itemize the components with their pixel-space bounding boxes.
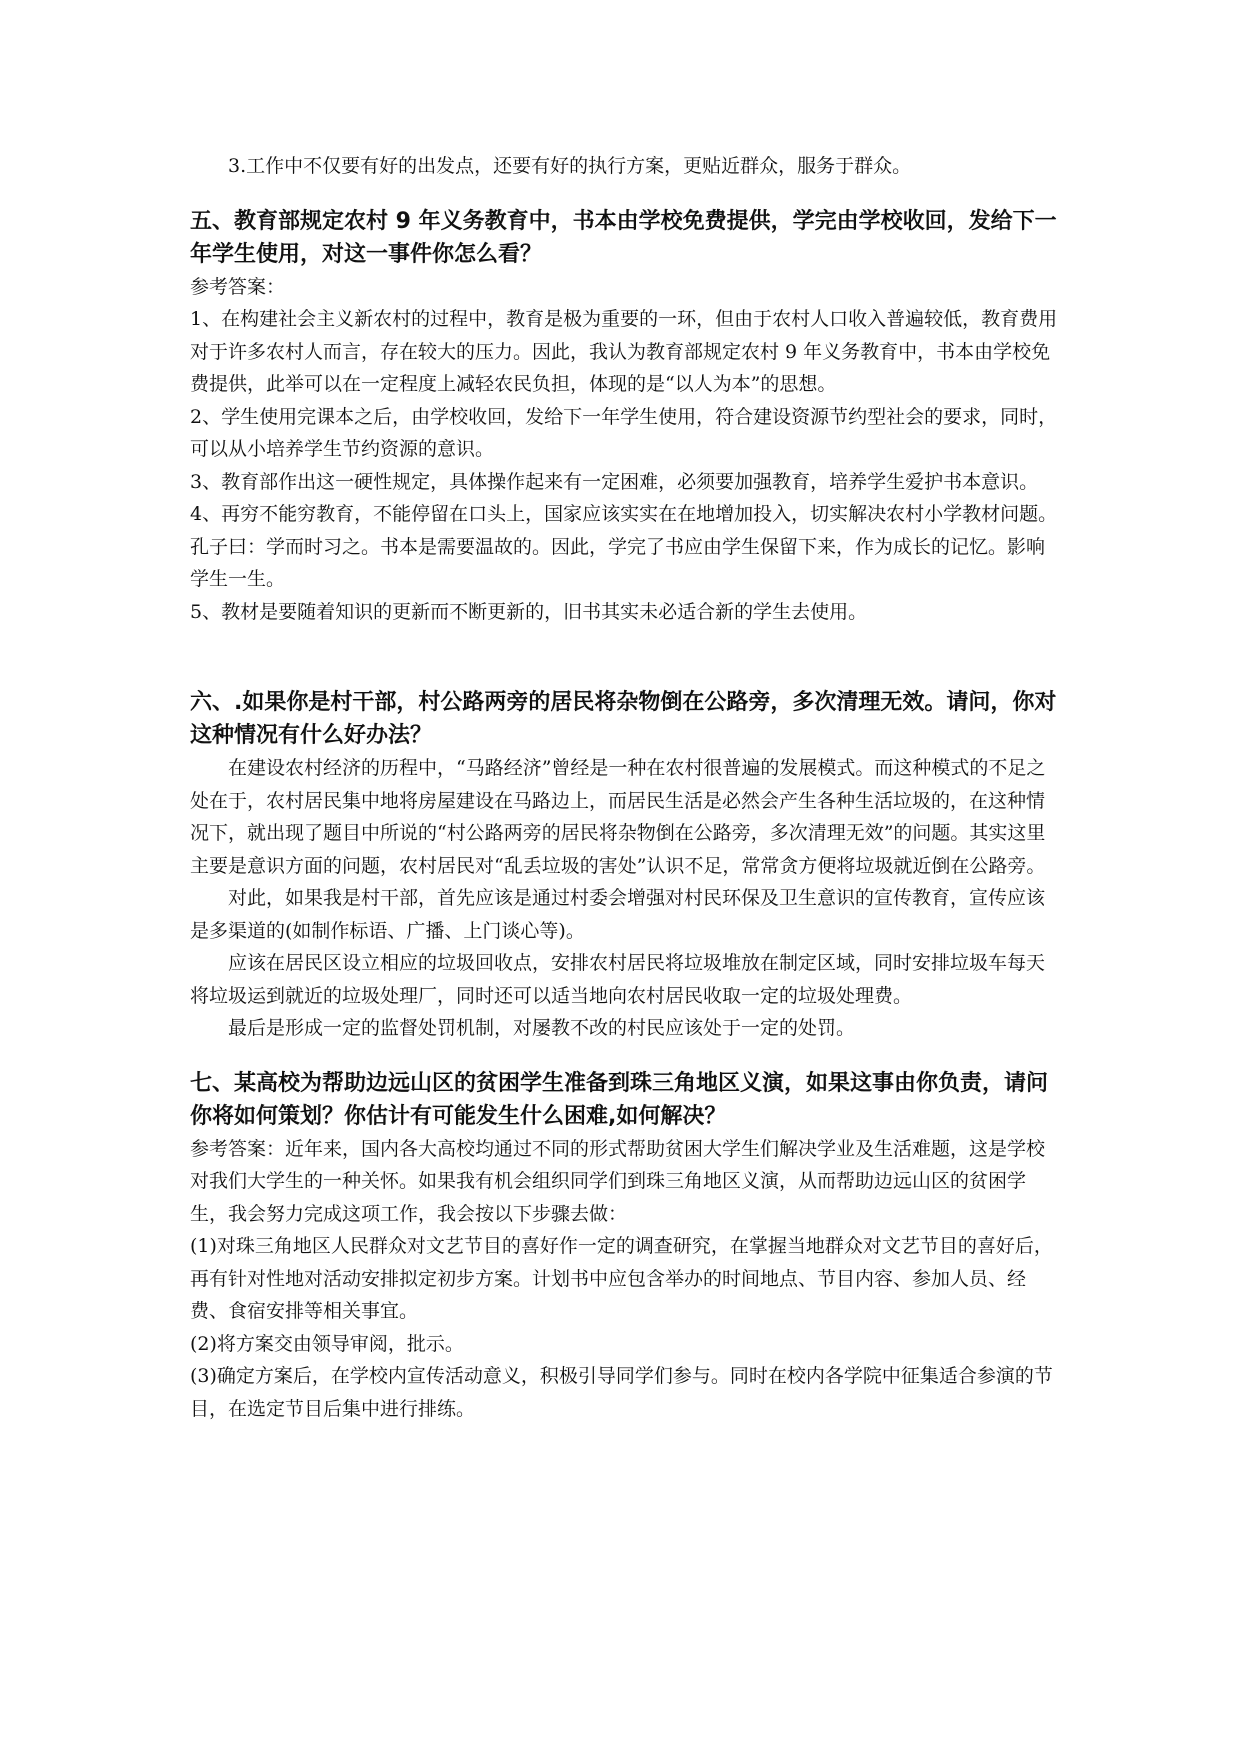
section-5-item: 3、教育部作出这一硬性规定，具体操作起来有一定困难，必须要加强教育，培养学生爱护书本意识。 [190, 470, 1039, 493]
section-7 [190, 1067, 1062, 1426]
section-5-heading: 五、教育部规定农村 9 年义务教育中，书本由学校免费提供，学完由学校收回，发给下一年学生使用，对这一事件你怎么看？ [190, 208, 1057, 267]
section-5-answer-label: 参考答案： [190, 275, 286, 298]
section-5 [190, 205, 1062, 629]
intro-line: 3.工作中不仅要有好的出发点，还要有好的执行方案，更贴近群众，服务于群众。 [228, 155, 912, 177]
section-5-item: 5、教材是要随着知识的更新而不断更新的，旧书其实未必适合新的学生去使用。 [190, 600, 868, 623]
section-6-paragraph: 最后是形成一定的监督处罚机制，对屡教不改的村民应该处于一定的处罚。 [228, 1017, 856, 1039]
section-6-paragraph: 在建设农村经济的历程中，“马路经济”曾经是一种在农村很普遍的发展模式。而这种模式的不足之处在于，农村居民集中地将房屋建设在马路边上，而居民生活是必然会产生各种生活垃圾的，在这种情况下，就出现了题目中所说的“村公路两旁的居民将杂物倒在公路旁，多次清理无效”的问题。其实这里主要是意识方面的问题，农村居民对“乱丢垃圾的害处”认识不足，常常贪方便将垃圾就近倒在公路旁。 [190, 757, 1046, 877]
section-7-intro: 参考答案：近年来，国内各大高校均通过不同的形式帮助贫困大学生们解决学业及生活难题，这是学校对我们大学生的一种关怀。如果我有机会组织同学们到珠三角地区义演，从而帮助边远山区的贫困学生，我会努力完成这项工作，我会按以下步骤去做： [190, 1137, 1046, 1225]
section-6-paragraph: 对此，如果我是村干部，首先应该是通过村委会增强对村民环保及卫生意识的宣传教育，宣传应该是多渠道的(如制作标语、广播、上门谈心等)。 [190, 887, 1046, 942]
section-7-item: (3)确定方案后，在学校内宣传活动意义，积极引导同学们参与。同时在校内各学院中征集适合参演的节目，在选定节目后集中进行排练。 [190, 1365, 1053, 1420]
section-5-item: 2、学生使用完课本之后，由学校收回，发给下一年学生使用，符合建设资源节约型社会的要求，同时，可以从小培养学生节约资源的意识。 [190, 405, 1058, 460]
section-7-heading: 七、某高校为帮助边远山区的贫困学生准备到珠三角地区义演，如果这事由你负责，请问你将如何策划？你估计有可能发生什么困难,如何解决？ [190, 1070, 1049, 1129]
section-7-item: (2)将方案交由领导审阅，批示。 [190, 1332, 464, 1355]
section-5-item: 4、再穷不能穷教育，不能停留在口头上，国家应该实实在在地增加投入，切实解决农村小学教材问题。孔子曰：学而时习之。书本是需要温故的。因此，学完了书应由学生保留下来，作为成长的记忆。影响学生一生。 [190, 503, 1058, 590]
section-7-item: (1)对珠三角地区人民群众对文艺节目的喜好作一定的调查研究，在掌握当地群众对文艺节目的喜好后，再有针对性地对活动安排拟定初步方案。计划书中应包含举办的时间地点、节目内容、参加人员、经费、食宿安排等相关事宜。 [190, 1235, 1053, 1322]
section-6 [190, 686, 1062, 1045]
section-6-paragraph: 应该在居民区设立相应的垃圾回收点，安排农村居民将垃圾堆放在制定区域，同时安排垃圾车每天将垃圾运到就近的垃圾处理厂，同时还可以适当地向农村居民收取一定的垃圾处理费。 [190, 952, 1046, 1007]
section-5-item: 1、在构建社会主义新农村的过程中，教育是极为重要的一环，但由于农村人口收入普遍较低，教育费用对于许多农村人而言，存在较大的压力。因此，我认为教育部规定农村 9 年义务教育中，书本由学校免费提供，此举可以在一定程度上减轻农民负担，体现的是“以人为本”的思想。 [190, 308, 1058, 395]
document-page [190, 150, 1062, 1425]
section-6-heading: 六、.如果你是村干部，村公路两旁的居民将杂物倒在公路旁，多次清理无效。请问，你对这种情况有什么好办法？ [190, 690, 1057, 748]
